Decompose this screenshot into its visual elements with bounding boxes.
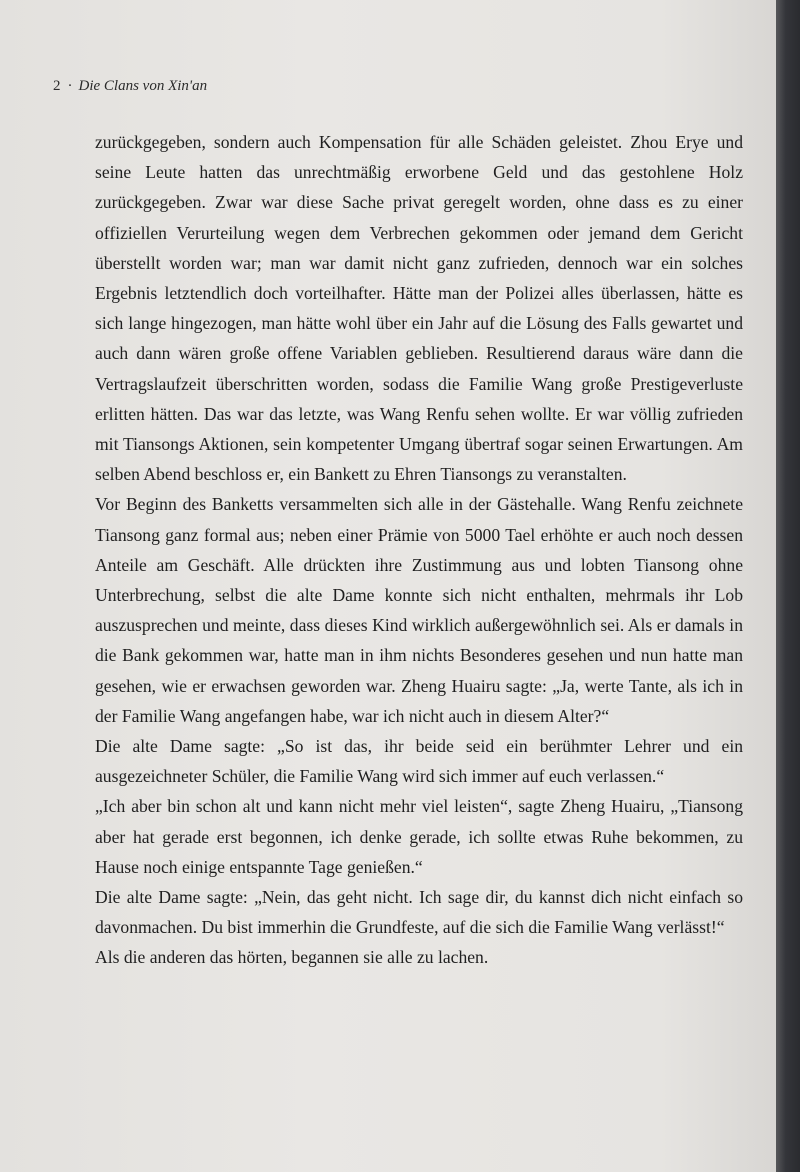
paragraph-4: „Ich aber bin schon alt und kann nicht mehr viel leisten“, sagte Zheng Huairu, „Tiansong aber hat gerade erst begonnen, ich denke gerade, ich sollte etwas Ruhe bekommen, zu Hause noch einige entspannte Tage genießen.“	[95, 796, 743, 877]
paragraph-3: Die alte Dame sagte: „So ist das, ihr beide seid ein berühmter Lehrer und ein ausgezeichneter Schüler, die Familie Wang wird sich immer auf euch verlassen.“	[95, 736, 743, 787]
paragraph-6: Als die anderen das hörten, begannen sie alle zu lachen.	[95, 947, 489, 968]
header-separator: ·	[67, 78, 73, 94]
paragraph-5: Die alte Dame sagte: „Nein, das geht nicht. Ich sage dir, du kannst dich nicht einfach so davonmachen. Du bist immerhin die Grundfeste, auf die sich die Familie Wang verlässt!“	[95, 887, 743, 938]
page-edge-shadow	[776, 0, 800, 1172]
running-header	[53, 78, 207, 95]
paragraph-1: zurückgegeben, sondern auch Kompensation für alle Schäden geleistet. Zhou Erye und seine Leute hatten das unrechtmäßig erworbene Geld und das gestohlene Holz zurückgegeben. Zwar war diese Sache privat geregelt worden, ohne dass es zu einer offiziellen Verurteilung wegen dem Verbrechen gekommen oder jemand dem Gericht überstellt worden war; man war damit nicht ganz zufrieden, dennoch war ein solches Ergebnis letztendlich doch vorteilhafter. Hätte man der Polizei alles überlassen, hätte es sich lange hingezogen, man hätte wohl über ein Jahr auf die Lösung des Falls gewartet und auch dann wären große offene Variablen geblieben. Resultierend daraus wäre dann die Vertragslaufzeit überschritten worden, sodass die Familie Wang große Prestigeverluste erlitten hätten. Das war das letzte, was Wang Renfu sehen wollte. Er war völlig zufrieden mit Tiansongs Aktionen, sein kompetenter Umgang übertraf sogar seinen Erwartungen. Am selben Abend beschloss er, ein Bankett zu Ehren Tiansongs zu veranstalten.	[95, 132, 743, 485]
paragraph-2: Vor Beginn des Banketts versammelten sich alle in der Gästehalle. Wang Renfu zeichnete Tiansong ganz formal aus; neben einer Prämie von 5000 Tael erhöhte er auch noch dessen Anteile am Geschäft. Alle drückten ihre Zustimmung aus und lobten Tiansong ohne Unterbrechung, selbst die alte Dame konnte sich nicht enthalten, mehrmals ihr Lob auszusprechen und meinte, dass dieses Kind wirklich außergewöhnlich sei. Als er damals in die Bank gekommen war, hatte man in ihm nichts Besonderes gesehen und nun hatte man gesehen, wie er erwachsen geworden war. Zheng Huairu sagte: „Ja, werte Tante, als ich in der Familie Wang angefangen habe, war ich nicht auch in diesem Alter?“	[95, 494, 743, 726]
book-title: Die Clans von Xin'an	[78, 78, 208, 94]
body-text	[95, 127, 743, 973]
page-number: 2	[53, 78, 61, 94]
